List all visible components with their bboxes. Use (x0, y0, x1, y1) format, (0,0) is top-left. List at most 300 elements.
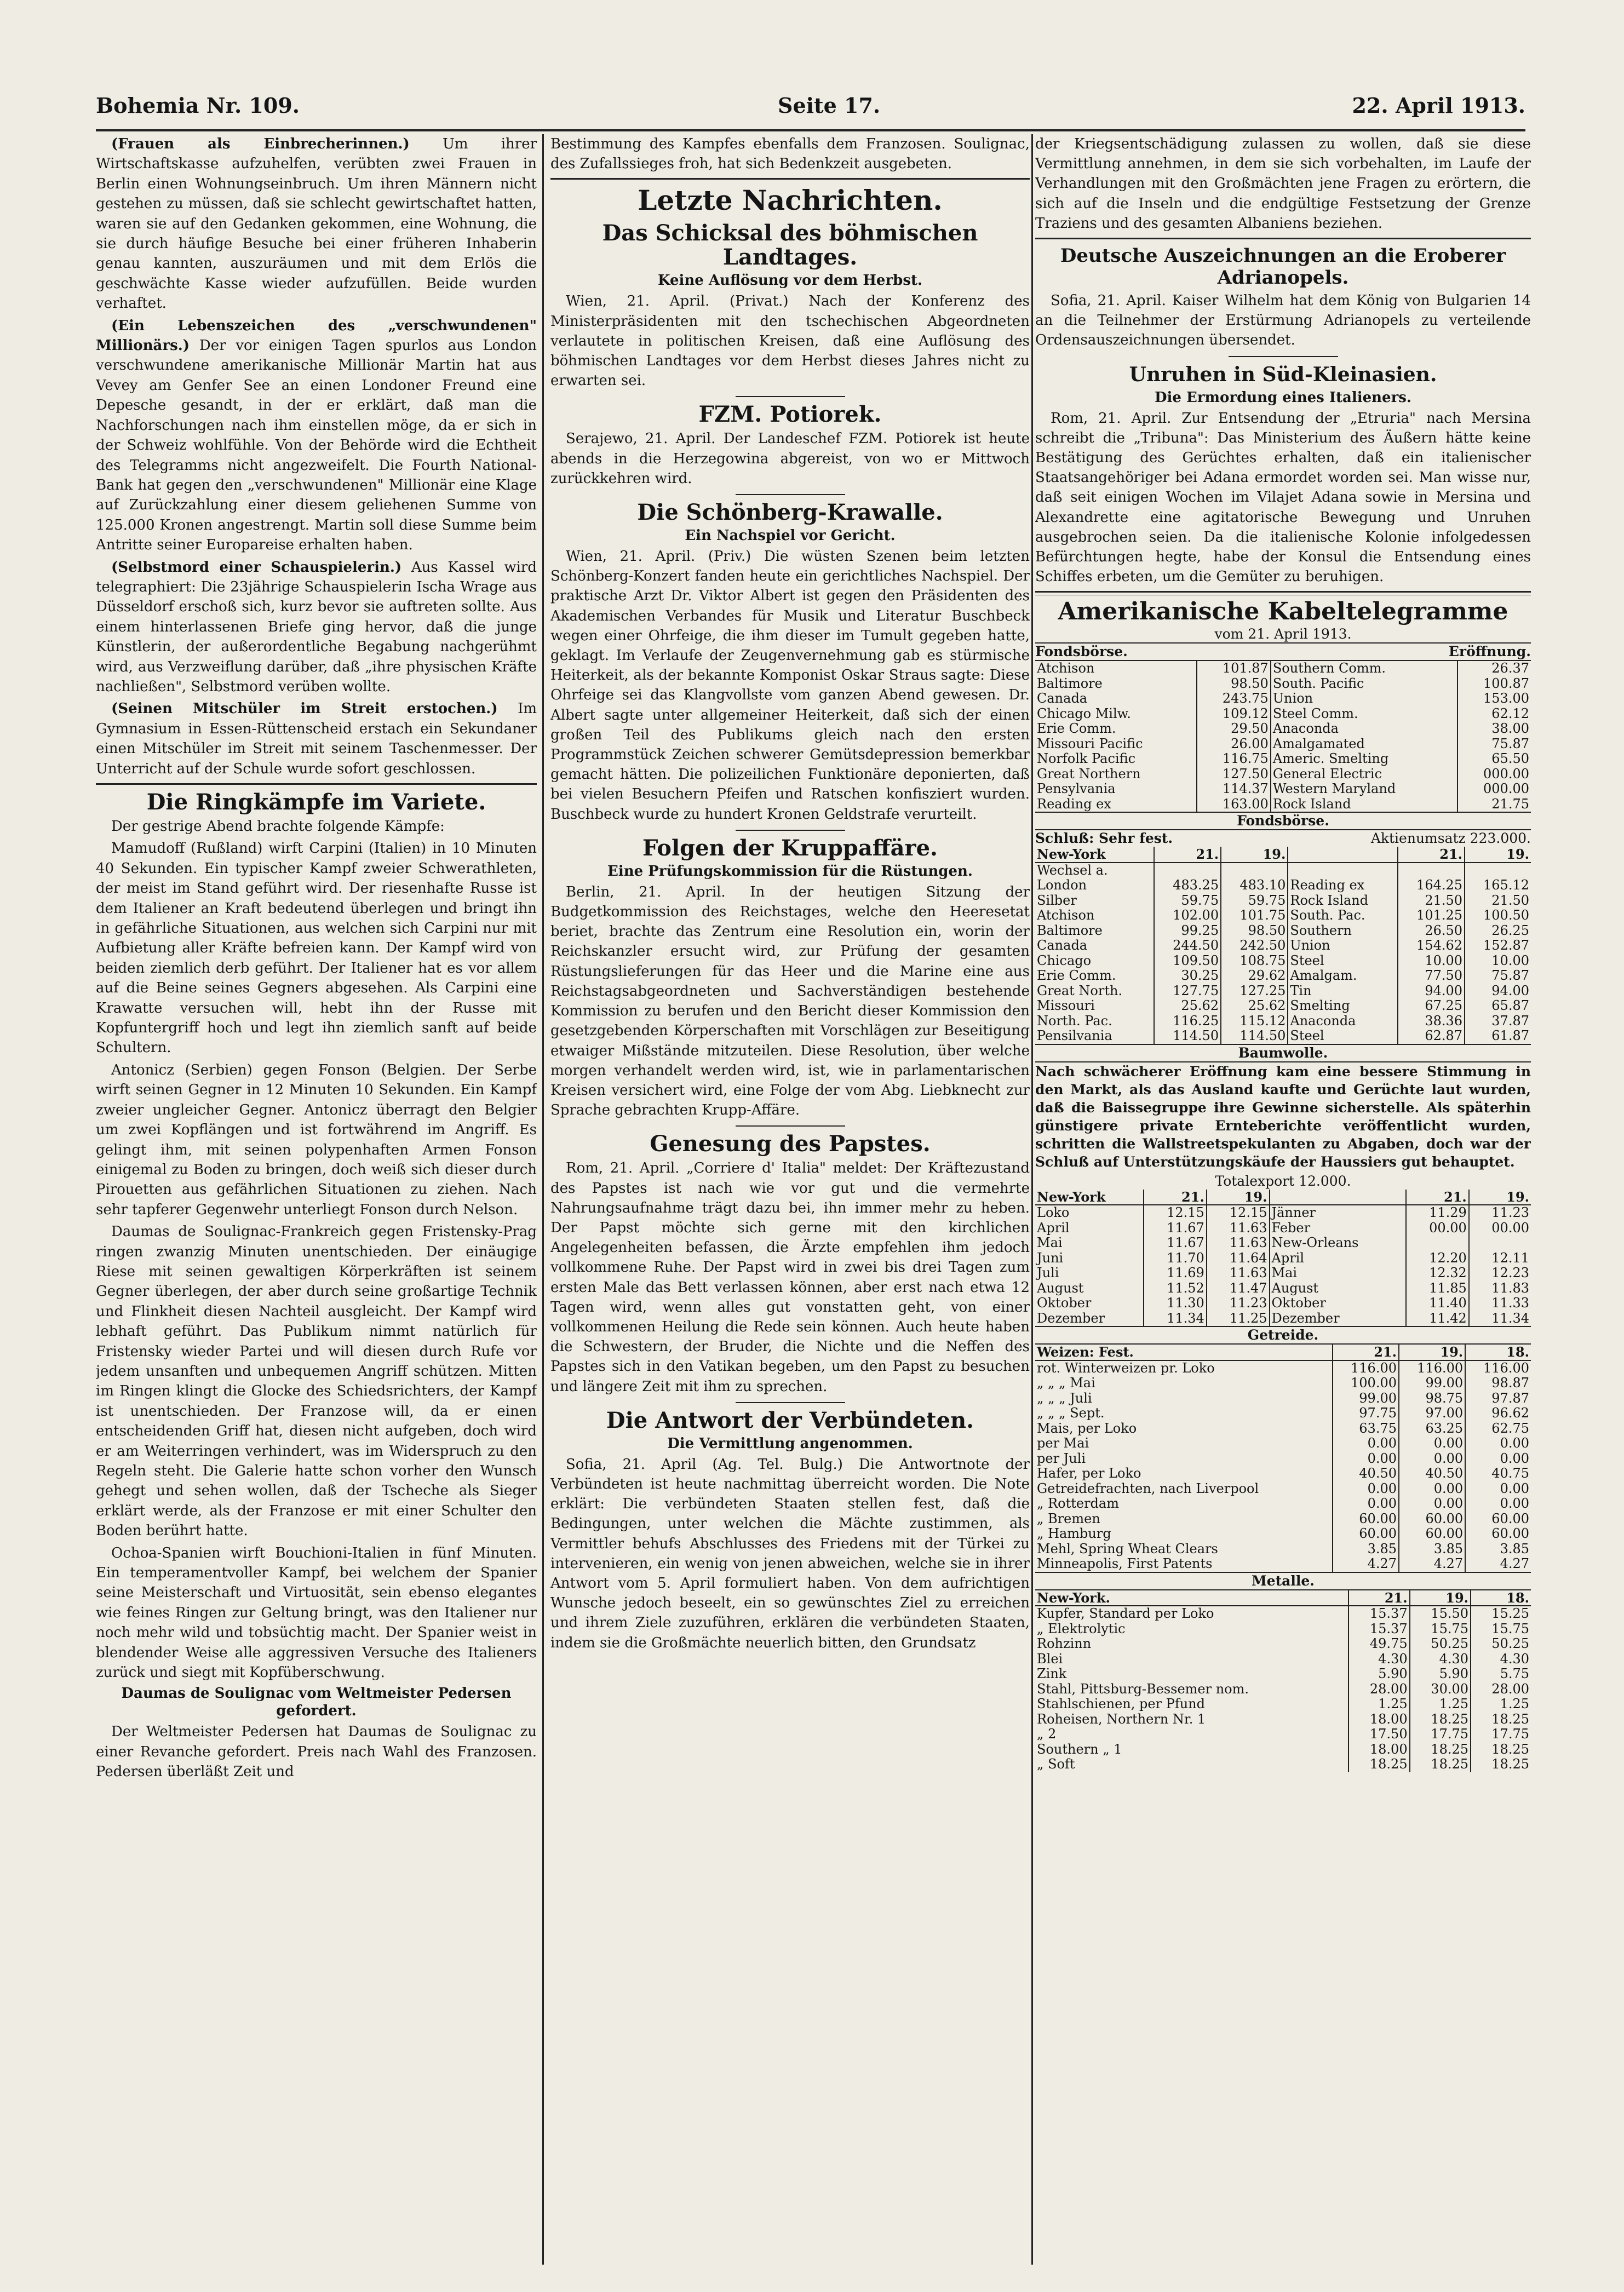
closing-row (1035, 938, 1531, 953)
section-rule (1035, 238, 1531, 239)
grain-row (1035, 1436, 1531, 1451)
grain-row-cell: 60.00 (1333, 1512, 1399, 1527)
closing-row (1035, 953, 1531, 969)
opening-row (1035, 721, 1531, 737)
ring-bout-1: Mamudoff (Rußland) wirft Carpini (Italien) in 10 Minuten 40 Sekunden. Ein typischer Kampf zweier Schwerathleten, der meist im Stand geführt wird. Der riesenhafte Russe ist dem Italiener an Kraft bedeutend überlegen und bringt ihn in gefährliche Situationen, aus welchen sich Carpini nur mit Aufbietung aller Kräfte befreien kann. Der Kampf wird von beiden ziemlich derb geführt. Der Italiener hat es vor allem auf die Beine seines Gegners abgesehen. Als Carpini eine Krawatte versuchen will, hebt ihn der Russe mit Kopfuntergriff hoch und legt ihn ziemlich sanft auf beide Schultern. (96, 840, 537, 1056)
cotton-row-cell: 00.00 (1406, 1221, 1469, 1236)
cotton-row-cell: 11.47 (1207, 1281, 1270, 1296)
opening-row (1035, 782, 1531, 797)
opening-row-cell: Atchison (1037, 660, 1095, 676)
cotton-row-cell: 11.83 (1469, 1281, 1531, 1296)
cotton-row (1035, 1236, 1531, 1251)
grain-row-cell: 116.00 (1333, 1360, 1399, 1376)
headline-kabeltelegramme: Amerikanische Kabeltelegramme (1058, 598, 1508, 626)
closing-row-cell: Wechsel a. (1037, 862, 1108, 878)
opening-row (1035, 767, 1531, 782)
opening-row-cell: Erie Comm. (1037, 721, 1116, 737)
opening-row-cell: Reading ex (1037, 796, 1111, 812)
short-rule (736, 830, 845, 831)
headline-letzte-nachrichten: Letzte Nachrichten. (638, 184, 943, 217)
article-continuation: Bestimmung des Kampfes ebenfalls dem Franzosen. Soulignac, des Zufallssieges froh, hat sich Bedenkzeit ausgebeten. (550, 136, 1030, 173)
opening-row (1035, 706, 1531, 722)
closing-row (1035, 908, 1531, 923)
grain-header-cell: 19. (1399, 1345, 1465, 1360)
closing-row-cell: Baltimore (1037, 922, 1103, 938)
article-frauen: (Frauen als Einbrecherinnen.) Um ihrer Wirtschaftskasse aufzuhelfen, verübten zwei Frauen in Berlin einen Wohnungseinbruch. Um ihren Männern nicht gestehen zu müssen, daß sie schlecht gewirtschaftet hatten, waren sie auf den Gedanken gekommen, eine Wohnung, die sie durch häufige Besuche bei einer früheren Inhaberin genau kannten, auszuräumen und mit dem Erlös die geschwächte Kasse wieder aufzufüllen. Beide wurden verhaftet. (96, 136, 537, 312)
grain-row-cell: 40.75 (1465, 1466, 1531, 1481)
closing-row-cell: Missouri (1037, 998, 1095, 1014)
metal-row-cell: Southern „ 1 (1037, 1741, 1122, 1757)
opening-row-cell: Missouri Pacific (1037, 736, 1143, 751)
short-rule (736, 396, 845, 397)
closing-header-cell: New-York (1035, 847, 1154, 863)
metal-row (1035, 1712, 1531, 1727)
opening-row-cell: 101.87 (1197, 661, 1271, 676)
closing-row-cell: 115.12 (1221, 1014, 1288, 1029)
cotton-row-cell: Oktober (1037, 1295, 1092, 1311)
closing-row-cell: Atchison (1037, 907, 1095, 923)
cotton-row (1035, 1205, 1531, 1221)
closing-header-cell: 21. (1398, 847, 1465, 863)
column-2 (550, 134, 1030, 2273)
grain-row-cell: Mehl, Spring Wheat Clears (1037, 1541, 1218, 1556)
closing-row-cell: 21.50 (1398, 893, 1465, 909)
headline-ringkaempfe: Die Ringkämpfe im Variete. (146, 789, 486, 815)
closing-header-cell: 21. (1154, 847, 1221, 863)
opening-row-cell: Great Northern (1037, 766, 1141, 782)
opening-row-cell: 29.50 (1197, 721, 1271, 737)
grain-header-cell: Weizen: Fest. (1035, 1345, 1333, 1360)
metal-row-cell: 15.75 (1410, 1622, 1471, 1637)
grain-row-cell: 4.27 (1399, 1556, 1465, 1572)
closing-row-cell: Steel (1288, 1029, 1397, 1044)
cotton-row-cell: April (1270, 1251, 1407, 1266)
metal-row-cell: Zink (1037, 1666, 1067, 1682)
grain-row (1035, 1512, 1531, 1527)
metal-row-cell: 18.25 (1471, 1712, 1531, 1727)
cotton-row-cell: August (1270, 1281, 1407, 1296)
metal-row-cell: 18.25 (1410, 1742, 1471, 1757)
grain-row-cell: 60.00 (1465, 1526, 1531, 1542)
cotton-row-cell: 12.20 (1406, 1251, 1469, 1266)
grain-row-cell: 99.00 (1333, 1391, 1399, 1406)
header-date: 22. April 1913. (1352, 93, 1525, 118)
metal-header-cell: 21. (1348, 1590, 1409, 1606)
opening-row-cell: 100.87 (1457, 676, 1531, 692)
cotton-row-cell: 12.15 (1207, 1205, 1270, 1221)
metal-row (1035, 1622, 1531, 1637)
closing-row-cell: Steel (1288, 953, 1397, 969)
grain-row-cell: 4.27 (1465, 1556, 1531, 1572)
article-mitschueler: (Seinen Mitschüler im Streit erstochen.) Im Gymnasium in Essen-Rüttenscheid erstach ein Sekundaner einen Mitschüler im Streit mit seinem Taschenmesser. Der Unterricht auf der Schule wurde sofort geschlossen. (96, 700, 537, 777)
closing-row (1035, 893, 1531, 909)
grain-row-cell: 60.00 (1399, 1512, 1465, 1527)
cotton-row-cell: 11.33 (1469, 1296, 1531, 1311)
grain-row-cell: 96.62 (1465, 1406, 1531, 1421)
header-paper-issue: Bohemia Nr. 109. (96, 93, 300, 118)
closing-row-cell: 77.50 (1398, 968, 1465, 984)
grain-row-cell: 116.00 (1465, 1360, 1531, 1376)
metal-header-cell: 18. (1471, 1590, 1531, 1606)
metal-row-cell: 18.00 (1348, 1712, 1409, 1727)
closing-row-cell: 483.10 (1221, 878, 1288, 893)
article-landtag: Wien, 21. April. (Privat.) Nach der Konferenz des Ministerpräsidenten mit den tschechischen Abgeordneten verlautete in politischen Kreisen, daß eine Auflösung des böhmischen Landtages vor dem Herbst dieses Jahres nicht zu erwarten sei. (550, 293, 1030, 389)
cotton-row-cell: Mai (1037, 1235, 1063, 1251)
metal-row-cell: 18.25 (1348, 1757, 1409, 1772)
metal-header (1035, 1590, 1531, 1606)
closing-row-cell: 242.50 (1221, 938, 1288, 953)
closing-row-cell: South. Pac. (1288, 908, 1397, 923)
cotton-row-cell: 11.67 (1144, 1221, 1207, 1236)
opening-row-cell: South. Pacific (1271, 676, 1457, 692)
grain-row-cell: Minneapolis, First Patents (1037, 1556, 1213, 1572)
opening-row-cell: 98.50 (1197, 676, 1271, 692)
opening-header: Fondsbörse. Eröffnung. (1035, 642, 1531, 661)
closing-row-cell: 67.25 (1398, 998, 1465, 1014)
grain-row-cell: 0.00 (1399, 1436, 1465, 1451)
closing-row-cell: Tin (1288, 984, 1397, 999)
cotton-row-cell: Dezember (1270, 1311, 1407, 1326)
opening-row-cell: 26.37 (1457, 661, 1531, 676)
headline-auszeichnungen: Deutsche Auszeichnungen an die Eroberer Adrianopels. (1060, 245, 1506, 289)
cotton-table (1035, 1190, 1531, 1326)
closing-summary: Schluß: Sehr fest. Aktienumsatz 223.000. (1035, 830, 1531, 847)
closing-row-cell: Anaconda (1288, 1014, 1397, 1029)
grain-row-cell: Mais, per Loko (1037, 1420, 1137, 1436)
column-divider-1 (542, 134, 544, 2265)
header-page-number: Seite 17. (778, 93, 881, 118)
totalexport: Totalexport 12.000. (1215, 1173, 1351, 1189)
metal-row (1035, 1697, 1531, 1712)
article-schauspielerin: (Selbstmord einer Schauspielerin.) Aus Kassel wird telegraphiert: Die 23jährige Schauspielerin Ischa Wrage aus Düsseldorf erschoß sich, kurz bevor sie auftreten sollte. Aus einem hinterlassenen Briefe ging hervor, daß die junge Künstlerin, der außerordentliche Begabung nachgerühmt wird, aus Verzweiflung darüber, daß „ihre physischen Kräfte nachließen", Selbstmord verüben wollte. (96, 559, 537, 695)
closing-row-cell: 94.00 (1465, 984, 1531, 999)
closing-row-cell: 108.75 (1221, 953, 1288, 969)
metal-row-cell: 15.37 (1348, 1606, 1409, 1622)
grain-row (1035, 1496, 1531, 1512)
closing-row-cell: North. Pac. (1037, 1013, 1112, 1029)
cotton-row-cell: 11.34 (1144, 1311, 1207, 1326)
grain-row-cell: 0.00 (1465, 1496, 1531, 1512)
cotton-row-cell: 11.30 (1144, 1296, 1207, 1311)
grain-row-cell: 0.00 (1465, 1436, 1531, 1451)
cotton-row-cell: 11.23 (1207, 1296, 1270, 1311)
closing-row-cell: 29.62 (1221, 968, 1288, 984)
closing-row-cell: Smelting (1288, 998, 1397, 1014)
closing-row (1035, 998, 1531, 1014)
metal-header-cell: New-York. (1035, 1590, 1348, 1606)
grain-row-cell: 60.00 (1333, 1526, 1399, 1542)
page-header (96, 93, 1525, 126)
grain-row-cell: 63.75 (1333, 1421, 1399, 1437)
metal-row-cell: 5.75 (1471, 1667, 1531, 1682)
closing-row-cell: 37.87 (1465, 1014, 1531, 1029)
closing-row-cell: 116.25 (1154, 1014, 1221, 1029)
cotton-row-cell: April (1037, 1220, 1070, 1236)
metalle-heading: Metalle. (1035, 1572, 1531, 1590)
cotton-header-cell: 19. (1207, 1190, 1270, 1205)
opening-row-cell: 114.37 (1197, 782, 1271, 797)
cotton-row (1035, 1251, 1531, 1266)
closing-row-cell: 114.50 (1154, 1029, 1221, 1044)
closing-row-cell: 114.50 (1221, 1029, 1288, 1044)
cotton-row-cell: New-Orleans (1270, 1236, 1407, 1251)
opening-row (1035, 737, 1531, 752)
ring-bout-3: Daumas de Soulignac-Frankreich gegen Fristensky-Prag ringen zwanzig Minuten unentschieden. Der einäugige Riese mit seinen gewaltigen Körperkräften ist seinem Gegner überlegen, der aber durch seine großartige Technik und Flinkheit diesen Nachteil ausgleicht. Der Kampf wird lebhaft geführt. Das Publikum nimmt natürlich für Fristensky wieder Partei und will diesen durch Rufe vor jedem unsanften und unbequemen Angriff schützen. Mitten im Ringen klingt die Glocke des Schiedsrichters, der Kampf ist unentschieden. Der Franzose will, da er einen entscheidenden Griff hat, diesen nicht aufgeben, doch wird er am Weiterringen verhindert, was im Widerspruch zu den Regeln steht. Die Galerie hatte schon vorher den Wunsch gehegt und sehen wollen, daß der Tscheche als Sieger erklärt werde, als der Franzose er mit einer Schulter den Boden berührt hatte. (96, 1223, 537, 1540)
metal-row-cell: 18.25 (1471, 1742, 1531, 1757)
cotton-row-cell: 11.67 (1144, 1236, 1207, 1251)
closing-row-cell: 164.25 (1398, 878, 1465, 893)
grain-header-cell: 21. (1333, 1345, 1399, 1360)
opening-row-cell: 75.87 (1457, 737, 1531, 752)
opening-row-cell: 127.50 (1197, 767, 1271, 782)
opening-row-cell: Amalgamated (1271, 737, 1457, 752)
cotton-row-cell: Juni (1037, 1250, 1064, 1266)
cotton-row-cell: 12.11 (1469, 1251, 1531, 1266)
grain-row-cell: „ „ „ Sept. (1037, 1405, 1105, 1421)
grain-row-cell: „ „ „ Juli (1037, 1390, 1092, 1406)
opening-row-cell: Steel Comm. (1271, 706, 1457, 722)
opening-row-cell: 243.75 (1197, 691, 1271, 706)
cotton-row-cell: 11.63 (1207, 1221, 1270, 1236)
grain-header-cell: 18. (1465, 1345, 1531, 1360)
closing-row (1035, 878, 1531, 893)
closing-row-cell: Pensilvania (1037, 1028, 1112, 1044)
closing-row-cell: 127.25 (1221, 984, 1288, 999)
metal-row-cell: 4.30 (1410, 1652, 1471, 1667)
grain-row-cell: 97.00 (1399, 1406, 1465, 1421)
metal-row-cell: 1.25 (1348, 1697, 1409, 1712)
closing-row-cell: 62.87 (1398, 1029, 1465, 1044)
metal-row-cell: Kupfer, Standard per Loko (1037, 1606, 1214, 1622)
grain-row-cell: 0.00 (1399, 1451, 1465, 1467)
opening-row-cell: 65.50 (1457, 751, 1531, 767)
closing-row-cell: 10.00 (1465, 953, 1531, 969)
closing-header-cell: 19. (1221, 847, 1288, 863)
short-rule (736, 494, 845, 495)
grain-row-cell: 63.25 (1399, 1421, 1465, 1437)
cotton-row-cell: 11.52 (1144, 1281, 1207, 1296)
closing-row-cell: 94.00 (1398, 984, 1465, 999)
metal-row-cell: 1.25 (1471, 1697, 1531, 1712)
article-continuation: der Kriegsentschädigung zulassen zu wollen, daß sie diese Vermittlung annehmen, in dem sie sich vorbehalten, im Laufe der Verhandlungen mit den Großmächten jene Fragen zu erörtern, die sich auf die Inseln und die endgültige Festsetzung der Grenze Traziens und des gesamten Albaniens beziehen. (1035, 136, 1531, 232)
closing-row-cell: Silber (1037, 892, 1077, 908)
fondsboerse-heading: Fondsbörse. (1035, 812, 1531, 830)
closing-row-cell: 101.75 (1221, 908, 1288, 923)
closing-header-cell: 19. (1465, 847, 1531, 863)
closing-row-cell: 127.75 (1154, 984, 1221, 999)
opening-row-cell: Union (1271, 691, 1457, 706)
metal-row (1035, 1652, 1531, 1667)
grain-row (1035, 1466, 1531, 1481)
cotton-header-cell (1270, 1190, 1407, 1205)
article-millionaer: (Ein Lebenszeichen des „verschwundenen" Millionärs.) Der vor einigen Tagen spurlos aus London verschwundene amerikanische Millionär Martin hat aus Vevey am Genfer See an einen Londoner Freund eine Depesche gesandt, in der er erklärt, daß man die Nachforschungen nach ihm einstellen möge, da er sich in der Schweiz wohlfühle. Von der Behörde wird die Echtheit des Telegramms nicht angezweifelt. Die Fourth National-Bank hat gegen den „verschwundenen" Millionär eine Klage auf Zurückzahlung einer diesem geliehenen Summe von 125.000 Kronen angestrengt. Martin soll diese Summe beim Antritte seiner Europareise erhalten haben. (96, 317, 537, 554)
cotton-row-cell: 12.23 (1469, 1266, 1531, 1281)
grain-row-cell: 3.85 (1465, 1542, 1531, 1557)
metal-row-cell: „ Soft (1037, 1756, 1075, 1772)
grain-row-cell: 0.00 (1465, 1481, 1531, 1497)
metal-row (1035, 1757, 1531, 1772)
metal-row (1035, 1636, 1531, 1652)
short-rule (736, 1125, 845, 1127)
closing-row (1035, 1029, 1531, 1044)
closing-row-cell: 100.50 (1465, 908, 1531, 923)
article-kruppaffaere: Berlin, 21. April. In der heutigen Sitzung der Budgetkommission des Reichstages, welche den Heeresetat beriet, brachte das Zentrum eine Resolution ein, worin der Reichskanzler ersucht wird, zur Prüfung der gesamten Rüstungslieferungen für das Heer und die Marine eine aus Reichstagsabgeordneten und Sachverständigen bestehende Kommission zu berufen und den Bericht dieser Kommission den gesetzgebenden Körperschaften mit Vorschlägen zur Beseitigung etwaiger Mißstände mitzuteilen. Diese Resolution, über welche morgen verhandelt werden wird, ist, wie in parlamentarischen Kreisen versichert wird, eine Folge der vom Abg. Liebknecht zur Sprache gebrachten Krupp-Affäre. (550, 883, 1030, 1119)
opening-row (1035, 661, 1531, 676)
subhead-antwort: Die Vermittlung angenommen. (667, 1435, 913, 1452)
grain-row-cell: 0.00 (1465, 1451, 1531, 1467)
closing-row-cell (1398, 863, 1465, 878)
article-unruhen: Rom, 21. April. Zur Entsendung der „Etruria" nach Mersina schreibt die „Tribuna": Das Ministerium des Äußern hätte keine Bestätigung des Gerüchtes erhalten, daß ein italienischer Staatsangehöriger bei Adana ermordet worden sei. Man wisse nur, daß seit einigen Wochen im Vilajet Adana sowie in Mersina und Alexandrette eine agitatorische Bewegung und Unruhen ausgebrochen seien. Da die italienische Kolonie infolgedessen Befürchtungen hegte, habe der Konsul die Entsendung eines Schiffes erbeten, um die Gemüter zu beruhigen. (1035, 410, 1531, 585)
article-potiorek: Serajewo, 21. April. Der Landeschef FZM. Potiorek ist heute abends in die Herzegowina abgereist, von wo er Mittwoch zurückkehren wird. (550, 430, 1030, 487)
metal-row-cell: Rohzinn (1037, 1636, 1092, 1652)
grain-row-cell: 0.00 (1333, 1436, 1399, 1451)
grain-row (1035, 1421, 1531, 1437)
opening-row-cell: 62.12 (1457, 706, 1531, 722)
grain-row (1035, 1542, 1531, 1557)
closing-row-cell (1221, 863, 1288, 878)
metal-row-cell: 18.25 (1471, 1757, 1531, 1772)
metal-row-cell: 4.30 (1471, 1652, 1531, 1667)
grain-row (1035, 1391, 1531, 1406)
grain-row-cell: „ Hamburg (1037, 1526, 1111, 1542)
closing-row-cell: 102.00 (1154, 908, 1221, 923)
grain-row-cell: 98.87 (1465, 1376, 1531, 1391)
cotton-row-cell: Dezember (1037, 1310, 1105, 1326)
grain-row-cell: rot. Winterweizen pr. Loko (1037, 1360, 1215, 1376)
closing-row-cell (1465, 863, 1531, 878)
metal-row-cell: Blei (1037, 1651, 1063, 1667)
subhead-kabeltelegramme: vom 21. April 1913. (1214, 626, 1352, 642)
closing-header (1035, 847, 1531, 863)
cotton-row-cell: 11.85 (1406, 1281, 1469, 1296)
opening-row (1035, 676, 1531, 692)
grain-row-cell: 97.75 (1333, 1406, 1399, 1421)
grain-row-cell: 3.85 (1399, 1542, 1465, 1557)
closing-row-cell: Great North. (1037, 983, 1123, 998)
closing-row-cell: Amalgam. (1288, 968, 1397, 984)
article-antwort: Sofia, 21. April (Ag. Tel. Bulg.) Die Antwortnote der Verbündeten ist heute nachmittag überreicht worden. Die Note erklärt: Die verbündeten Staaten stellen fest, daß die Bedingungen, unter welchen die Mächte zustimmen, als Vermittler behufs Abschlusses des Friedens mit der Türkei zu intervenieren, ein wenig von jenen abweichen, welche sie in ihrer Antwort vom 5. April formuliert haben. Von dem aufrichtigen Wunsche jedoch beseelt, ein so gewünschtes Ziel zu erreichen und ihrem Ziele zuzuführen, erklären die verbündeten Staaten, indem sie die Großmächte neuerlich bitten, den Grundsatz (550, 1456, 1030, 1651)
closing-row-cell (1288, 863, 1397, 878)
metal-row-cell: 1.25 (1410, 1697, 1471, 1712)
subhead-unruhen: Die Ermordung eines Italieners. (1154, 389, 1411, 406)
opening-row-cell: 000.00 (1457, 782, 1531, 797)
metal-row-cell: Roheisen, Northern Nr. 1 (1037, 1711, 1206, 1727)
opening-row-cell: Pensylvania (1037, 781, 1116, 797)
opening-row-cell: 116.75 (1197, 751, 1271, 767)
column-1 (96, 134, 537, 2276)
closing-row-cell: 154.62 (1398, 938, 1465, 953)
cotton-row-cell: Mai (1270, 1266, 1407, 1281)
grain-row-cell: 100.00 (1333, 1376, 1399, 1391)
closing-row-cell: 10.00 (1398, 953, 1465, 969)
opening-table (1035, 661, 1531, 812)
grain-row (1035, 1556, 1531, 1572)
ring-intro: Der gestrige Abend brachte folgende Kämpfe: (111, 818, 445, 835)
cotton-row-cell: Juli (1037, 1265, 1059, 1281)
opening-row-cell: Baltimore (1037, 675, 1103, 691)
grain-row-cell: 0.00 (1333, 1481, 1399, 1497)
grain-row-cell: 0.00 (1399, 1496, 1465, 1512)
closing-row-cell: Erie Comm. (1037, 968, 1116, 984)
opening-row-cell: General Electric (1271, 767, 1457, 782)
cotton-row-cell: 11.63 (1207, 1236, 1270, 1251)
column-3 (1035, 134, 1531, 2273)
metal-row-cell: 28.00 (1471, 1682, 1531, 1697)
subhead-landtag: Keine Auflösung vor dem Herbst. (657, 272, 923, 289)
closing-row-cell: Southern (1288, 923, 1397, 939)
subhead-kruppaffaere: Eine Prüfungskommission für die Rüstungen. (607, 863, 973, 880)
cotton-row-cell: 11.40 (1406, 1296, 1469, 1311)
baumwolle-report: Nach schwächerer Eröffnung kam eine bessere Stimmung in den Markt, als das Ausland kaufte und Gerüchte laut wurden, daß die Baissegruppe ihre Gewinne sicherstelle. Als späterhin günstigere private Ernteberichte veröffentlicht wurden, schritten die Wallstreetspekulanten zu Abgaben, doch war der Schluß auf Unterstützungskäufe der Haussiers gut behauptet. (1035, 1063, 1531, 1170)
closing-row-cell: Rock Island (1288, 893, 1397, 909)
opening-row-cell: 000.00 (1457, 767, 1531, 782)
closing-row-cell: 25.62 (1221, 998, 1288, 1014)
closing-row (1035, 968, 1531, 984)
cotton-row-cell: 11.23 (1469, 1205, 1531, 1221)
metal-row-cell: 15.37 (1348, 1622, 1409, 1637)
headline-kruppaffaere: Folgen der Kruppaffäre. (642, 835, 938, 861)
metal-row-cell: 5.90 (1410, 1667, 1471, 1682)
headline-papst: Genesung des Papstes. (650, 1131, 931, 1157)
grain-row-cell: 98.75 (1399, 1391, 1465, 1406)
headline-potiorek: FZM. Potiorek. (698, 401, 882, 428)
metal-row-cell: Stahl, Pittsburg-Bessemer nom. (1037, 1681, 1249, 1697)
cotton-header-cell: 19. (1469, 1190, 1531, 1205)
cotton-row-cell: 11.29 (1406, 1205, 1469, 1221)
closing-row-cell: 152.87 (1465, 938, 1531, 953)
grain-row-cell: Getreidefrachten, nach Liverpool (1037, 1480, 1259, 1496)
cotton-row-cell: 11.42 (1406, 1311, 1469, 1326)
cotton-row-cell: Jänner (1270, 1205, 1407, 1221)
grain-row-cell: „ Rotterdam (1037, 1496, 1119, 1512)
metal-header-cell: 19. (1410, 1590, 1471, 1606)
cotton-row (1035, 1221, 1531, 1236)
article-schoenberg: Wien, 21. April. (Priv.) Die wüsten Szenen beim letzten Schönberg-Konzert fanden heute ein gerichtliches Nachspiel. Der praktische Arzt Dr. Viktor Albert ist gegen den Präsidenten des Akademischen Verbandes für Musik und Literatur Buschbeck wegen einer Ohrfeige, die ihm dieser im Tumult gegeben hatte, geklagt. Im Verlaufe der Zeugenvernehmung gab es stürmische Heiterkeit, als der bekannte Komponist Oskar Straus sagte: Diese Ohrfeige sei das Klangvollste vom ganzen Abend gewesen. Dr. Albert sagte unter allgemeiner Heiterkeit, daß sich der einen großen Teil des Publikums gleich nach den ersten Programmstück Zeichen schwerer Gemütsdepression bemerkbar gemacht hätten. Die polizeilichen Funktionäre deponierten, daß bei vielen Besuchern Pfeifen und Ratschen konfisziert wurden. Buschbeck wurde zu hundert Kronen Geldstrafe verurteilt. (550, 548, 1030, 823)
cotton-row-cell (1469, 1236, 1531, 1251)
metal-row-cell: „ Elektrolytic (1037, 1621, 1126, 1636)
grain-row (1035, 1406, 1531, 1421)
metal-row (1035, 1727, 1531, 1742)
cotton-row-cell: Loko (1037, 1205, 1070, 1221)
grain-row-cell: „ Bremen (1037, 1510, 1100, 1526)
closing-row (1035, 923, 1531, 939)
cotton-row (1035, 1296, 1531, 1311)
metal-row-cell: 50.25 (1410, 1636, 1471, 1652)
grain-row (1035, 1481, 1531, 1497)
short-rule (736, 1402, 845, 1403)
article-papst: Rom, 21. April. „Corriere d' Italia" meldet: Der Kräftezustand des Papstes ist nach wie vor gut und die vermehrte Nahrungsaufnahme trägt dazu bei, ihn immer mehr zu heben. Der Papst möchte sich gerne mit den kirchlichen Angelegenheiten befassen, die Ärzte empfehlen ihm jedoch vollkommene Ruhe. Der Papst wird in zwei bis drei Tagen zum ersten Male das Bett verlassen können, aber erst nach etwa 12 Tagen wird, wenn alles gut vonstatten geht, von einer vollkommenen Heilung die Rede sein können. Auch heute haben die Schwestern, der Bruder, die Nichte und die Neffen des Papstes sich in den Vatikan begeben, um den Papst zu besuchen und längere Zeit mit ihm zu sprechen. (550, 1160, 1030, 1395)
cotton-row-cell: 11.64 (1207, 1251, 1270, 1266)
metal-row (1035, 1682, 1531, 1697)
closing-row-cell: Union (1288, 938, 1397, 953)
opening-row (1035, 751, 1531, 767)
grain-row (1035, 1451, 1531, 1467)
cotton-row-cell: 12.32 (1406, 1266, 1469, 1281)
grain-row-cell: 0.00 (1333, 1451, 1399, 1467)
metal-row-cell: 18.00 (1348, 1742, 1409, 1757)
metal-row-cell: 15.25 (1471, 1606, 1531, 1622)
cotton-row-cell: 11.34 (1469, 1311, 1531, 1326)
grain-table (1035, 1345, 1531, 1572)
cotton-row-cell: 11.70 (1144, 1251, 1207, 1266)
section-rule (1035, 591, 1531, 595)
ring-bout-2: Antonicz (Serbien) gegen Fonson (Belgien. Der Serbe wirft seinen Gegner in 12 Minuten 10 Sekunden. Ein Kampf zweier ungleicher Gegner. Antonicz überragt den Belgier um zwei Kopflängen und ist fortwährend im Angriff. Es gelingt ihm, mit seinen polypenhaften Armen Fonson einigemal zu Boden zu bringen, doch weiß sich dieser durch Pirouetten aus gefährlichen Situationen zu ziehen. Nach sehr tapferer Gegenwehr unterliegt Fonson durch Nelson. (96, 1061, 537, 1218)
grain-row-cell: 3.85 (1333, 1542, 1399, 1557)
cotton-row-cell: 11.69 (1144, 1266, 1207, 1281)
grain-header (1035, 1345, 1531, 1360)
closing-row-cell: 165.12 (1465, 878, 1531, 893)
opening-row-cell: 26.00 (1197, 737, 1271, 752)
